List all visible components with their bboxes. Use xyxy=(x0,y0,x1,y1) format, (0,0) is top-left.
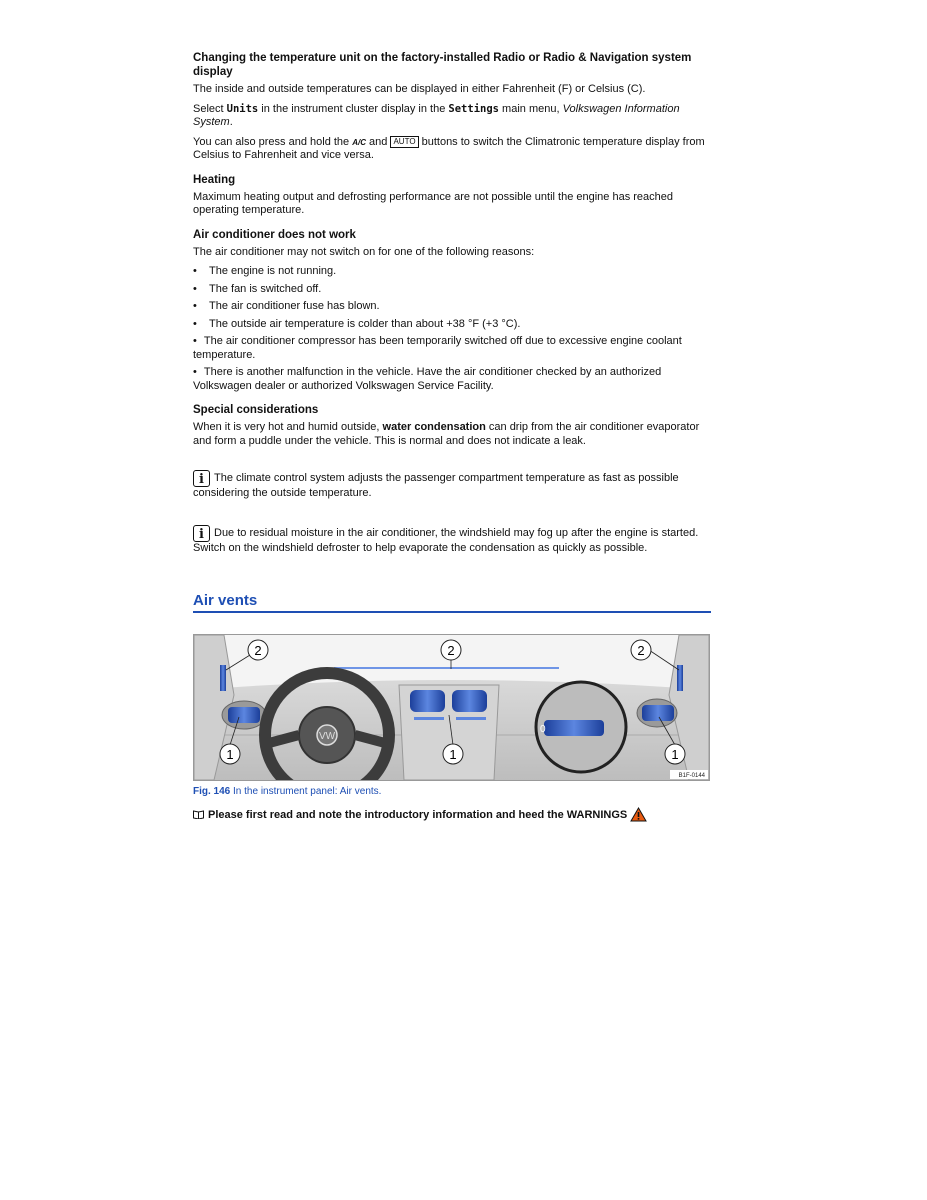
water-condensation-term: water condensation xyxy=(382,421,486,433)
svg-text:VW: VW xyxy=(318,731,336,742)
callout-label: 1 xyxy=(671,747,679,762)
list-item-text: The engine is not running. xyxy=(209,265,337,277)
units-menu-item: Units xyxy=(226,102,259,115)
list-item: • The engine is not running. xyxy=(193,265,337,277)
right-outer-vent xyxy=(642,705,674,721)
text-run: can drip from the air conditioner evaporator and form a puddle under the vehicle. This is normal and does not indicate a leak. xyxy=(193,421,700,447)
text-run: . xyxy=(229,116,233,128)
center-vent-left xyxy=(410,690,445,712)
callout-1-left xyxy=(220,744,240,764)
list-item: • There is another malfunction in the vehicle. Have the air conditioner checked by an authorized Volkswagen dealer or authorized Volkswagen Service Facility. xyxy=(193,366,662,392)
heading-special: Special considerations xyxy=(193,404,319,416)
callout-label: 1 xyxy=(226,747,234,762)
left-side-window-vent xyxy=(220,665,226,691)
heating-text: Maximum heating output and defrosting performance are not possible until the engine has reached operating temperature. xyxy=(193,190,674,216)
callout-label: 2 xyxy=(637,643,645,658)
ac-intro: The air conditioner may not switch on for one of the following reasons: xyxy=(193,245,535,258)
callout-label: 2 xyxy=(447,643,455,658)
heading-temp-unit: Changing the temperature unit on the factory-installed Radio or Radio & Navigation system display xyxy=(193,52,692,78)
callout-2-left xyxy=(248,640,268,660)
list-item: • The fan is switched off. xyxy=(193,282,322,295)
list-item: • The air conditioner fuse has blown. xyxy=(193,300,380,312)
auto-button-symbol: AUTO xyxy=(390,136,418,148)
book-icon xyxy=(193,810,204,819)
note-2 xyxy=(193,525,713,556)
heading-ac-not-work: Air conditioner does not work xyxy=(193,228,356,241)
list-item-text: The air conditioner fuse has blown. xyxy=(209,300,380,312)
heading-heating: Heating xyxy=(193,173,236,186)
figure-code: B1F-0144 xyxy=(678,773,705,779)
note-text: Due to residual moisture in the air conditioner, the windshield may fog up after the engine is started. Switch on the windshield defroster to help evaporate the condensation as quickly as possible. xyxy=(193,526,699,554)
figure-caption xyxy=(193,786,381,797)
callout-1-center xyxy=(443,744,463,764)
warning-triangle-icon xyxy=(630,807,647,822)
ac-button-symbol: A/C xyxy=(352,137,366,147)
temp-unit-p2 xyxy=(193,103,713,130)
warnings-reference xyxy=(193,807,647,822)
text-run: You can also press and hold the xyxy=(193,135,353,148)
list-item: • The outside air temperature is colder than about +38 °F (+3 °C). xyxy=(193,317,521,330)
text-run: buttons to switch the Climatronic temperature display from Celsius to Fahrenheit and vice versa. xyxy=(193,135,705,161)
text-run: Select xyxy=(193,102,227,115)
list-item-text: The outside air temperature is colder than about +38 °F (+3 °C). xyxy=(209,317,521,330)
callout-label: 1 xyxy=(449,747,457,762)
document-body xyxy=(193,51,713,573)
note-text: The climate control system adjusts the passenger compartment temperature as fast as possible considering the outside temperature. xyxy=(193,472,679,499)
callout-2-center xyxy=(441,640,461,660)
special-text xyxy=(193,421,713,448)
callout-label: 2 xyxy=(254,643,262,658)
text-run: When it is very hot and humid outside, xyxy=(193,421,383,433)
settings-menu-item: Settings xyxy=(448,102,499,115)
info-icon: i xyxy=(193,525,210,542)
text-run: in the instrument cluster display in the xyxy=(258,102,449,115)
left-outer-vent xyxy=(228,707,260,723)
ac-reasons-list xyxy=(193,265,713,393)
list-item-text: The fan is switched off. xyxy=(209,282,322,295)
vent-thumbwheel-detail xyxy=(544,720,604,736)
center-vent-right xyxy=(452,690,487,712)
svg-text:0: 0 xyxy=(540,724,546,735)
list-item-text: There is another malfunction in the vehicle. Have the air conditioner checked by an authorized Volkswagen dealer or authorized Volkswagen Service Facility. xyxy=(193,366,662,392)
air-vents-figure xyxy=(193,634,710,781)
text-run: and xyxy=(366,135,391,148)
dashboard-illustration xyxy=(194,635,709,780)
section-title-air-vents: Air vents xyxy=(193,592,711,613)
vw-info-system-ref: Volkswagen Information System xyxy=(193,102,680,128)
info-icon: i xyxy=(193,470,210,487)
text-run: main menu, xyxy=(498,102,563,115)
list-item: • The air conditioner compressor has been temporarily switched off due to excessive engine coolant temperature. xyxy=(193,335,682,361)
callout-2-right xyxy=(631,640,651,660)
callout-1-right xyxy=(665,744,685,764)
temp-unit-p3 xyxy=(193,136,713,163)
note-1 xyxy=(193,470,713,501)
caption-text: In the instrument panel: Air vents. xyxy=(230,786,382,797)
temp-unit-p1: The inside and outside temperatures can be displayed in either Fahrenheit (F) or Celsius (C). xyxy=(193,83,646,95)
figure-number: Fig. 146 xyxy=(193,786,231,797)
list-item-text: The air conditioner compressor has been temporarily switched off due to excessive engine coolant temperature. xyxy=(193,335,682,361)
warnings-text: Please first read and note the introductory information and heed the WARNINGS xyxy=(208,808,628,821)
